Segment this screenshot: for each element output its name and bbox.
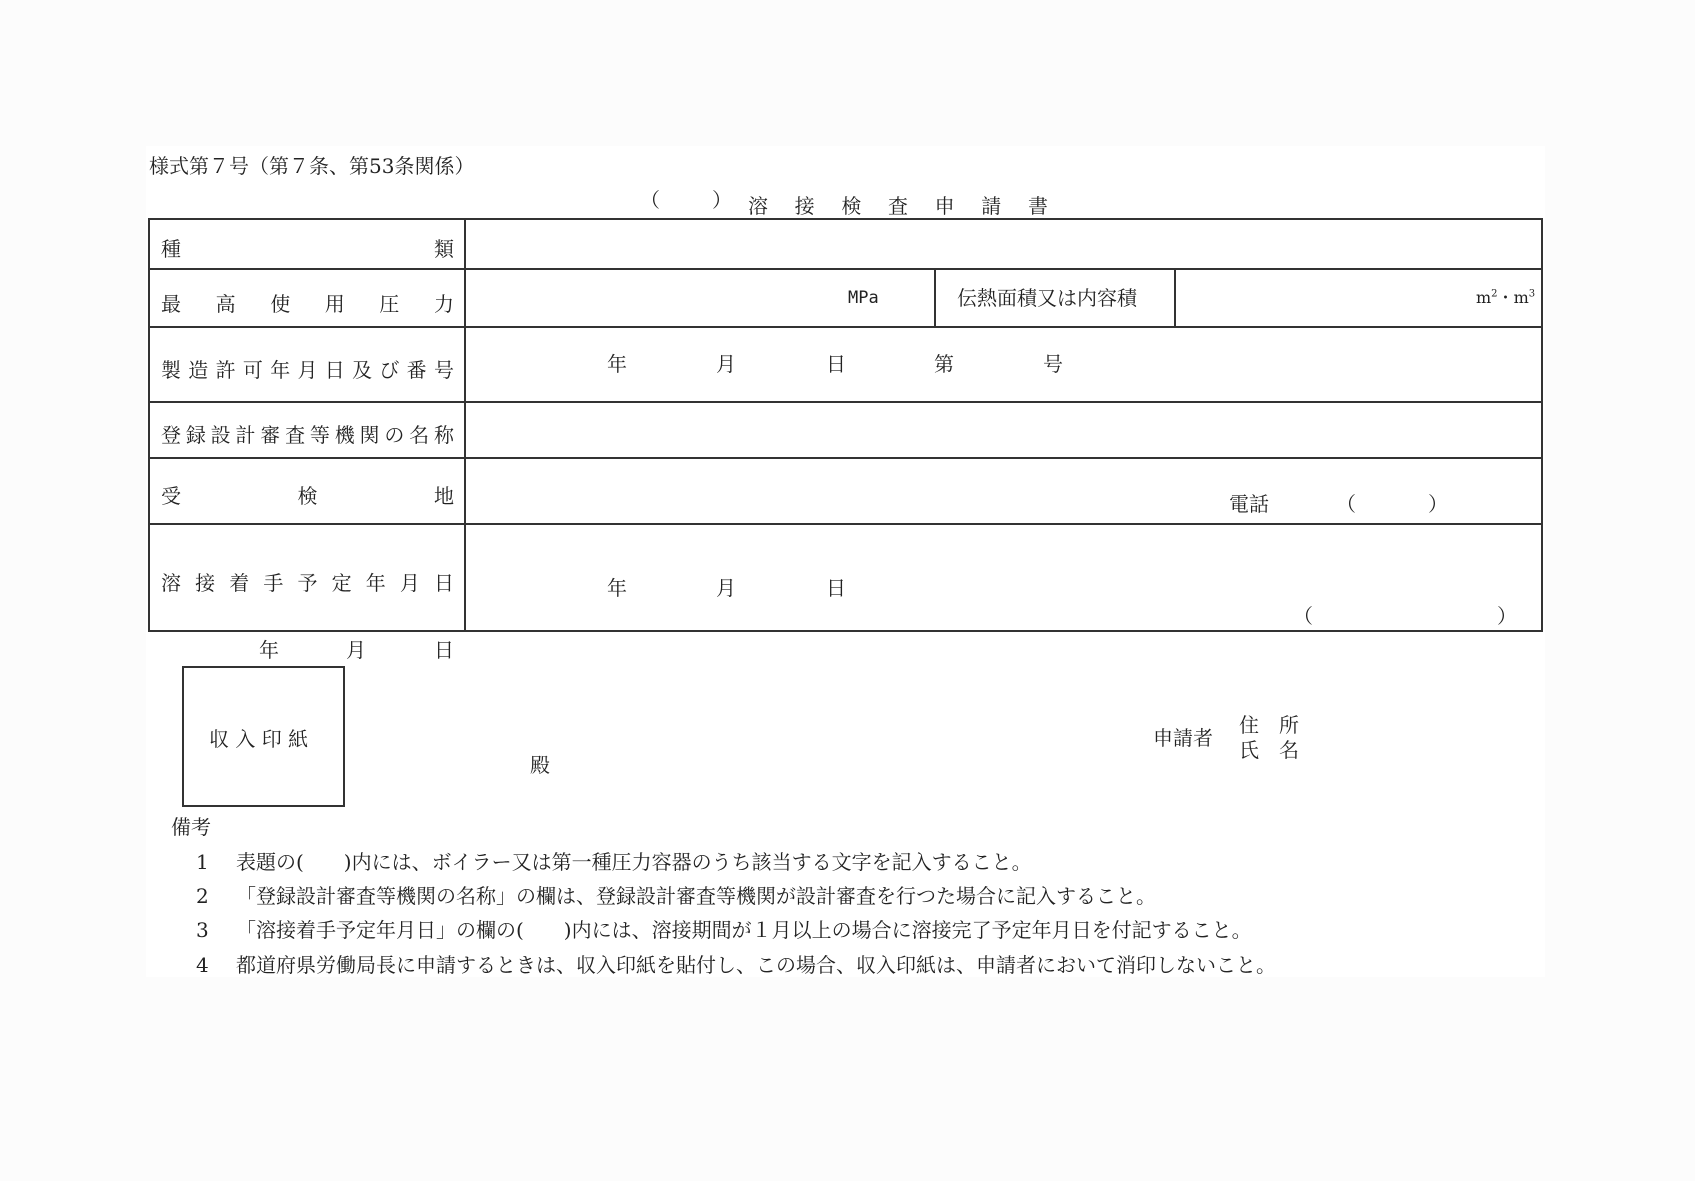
applicant-label: 申請者 xyxy=(1153,726,1213,750)
note-number: 2 xyxy=(196,884,209,908)
note-text: 「溶接着手予定年月日」の欄の( )内には、溶接期間が１月以上の場合に溶接完了予定年月日を付記すること。 xyxy=(236,918,1252,942)
label-inspection-site: 受 検 地 xyxy=(161,484,454,508)
application-month-label: 月 xyxy=(346,638,366,662)
permit-number-prefix: 第 xyxy=(934,352,954,376)
title-paren-open: （ xyxy=(640,188,660,212)
label-registered-design-review-body: 登 録 設 計 審 査 等 機 関 の 名 称 xyxy=(161,423,454,447)
application-day-label: 日 xyxy=(434,638,454,662)
form-title: 溶 接 検 査 申 請 書 xyxy=(748,194,1048,218)
revenue-stamp-label: 収 入 印 紙 xyxy=(209,727,309,751)
phone-label: 電話 xyxy=(1229,492,1269,516)
welding-day-label: 日 xyxy=(826,576,846,600)
note-text: 表題の( )内には、ボイラー又は第一種圧力容器のうち該当する文字を記入すること。 xyxy=(236,850,1032,874)
area-volume-unit: $m^2$・$m^3$ xyxy=(1476,288,1536,307)
registered-body-input[interactable] xyxy=(466,403,1541,457)
note-number: 4 xyxy=(196,953,209,977)
permit-year-label: 年 xyxy=(607,352,627,376)
table-border-left xyxy=(148,218,150,632)
type-input[interactable] xyxy=(466,220,1541,268)
label-heat-area-volume: 伝熱面積又は内容積 xyxy=(957,286,1137,310)
table-border-right xyxy=(1541,218,1543,632)
phone-paren-close: ） xyxy=(1428,492,1448,516)
name-label: 氏 名 xyxy=(1239,738,1299,762)
label-type: 種 類 xyxy=(161,237,454,261)
label-welding-start-date: 溶 接 着 手 予 定 年 月 日 xyxy=(161,571,454,595)
application-year-label: 年 xyxy=(259,638,279,662)
phone-paren-open: （ xyxy=(1336,492,1356,516)
inspection-site-input[interactable] xyxy=(466,459,1541,523)
form-number: 様式第７号（第７条、第53条関係） xyxy=(149,154,475,178)
permit-day-label: 日 xyxy=(826,352,846,376)
manufacturing-permit-input[interactable] xyxy=(466,328,1541,401)
note-number: 1 xyxy=(196,850,209,874)
label-max-pressure: 最 高 使 用 圧 力 xyxy=(161,292,454,316)
addressee-suffix: 殿 xyxy=(530,753,550,777)
note-number: 3 xyxy=(196,918,209,942)
welding-month-label: 月 xyxy=(716,576,736,600)
address-label: 住 所 xyxy=(1239,713,1299,737)
note-text: 「登録設計審査等機関の名称」の欄は、登録設計審査等機関が設計審査を行つた場合に記入すること。 xyxy=(236,884,1156,908)
permit-number-suffix: 号 xyxy=(1043,352,1063,376)
completion-date-paren-close: ） xyxy=(1497,604,1517,628)
permit-month-label: 月 xyxy=(716,352,736,376)
welding-start-date-input[interactable] xyxy=(466,525,1541,630)
title-paren-close: ） xyxy=(712,188,732,212)
welding-year-label: 年 xyxy=(607,576,627,600)
pressure-unit: MPa xyxy=(848,288,879,308)
completion-date-paren-open: （ xyxy=(1293,604,1313,628)
table-border-bottom xyxy=(148,630,1542,632)
note-text: 都道府県労働局長に申請するときは、収入印紙を貼付し、この場合、収入印紙は、申請者において消印しないこと。 xyxy=(236,953,1276,977)
label-manufacturing-permit: 製 造 許 可 年 月 日 及 び 番 号 xyxy=(161,358,454,382)
pressure-cell-divider xyxy=(934,268,936,327)
notes-heading: 備考 xyxy=(171,815,211,839)
